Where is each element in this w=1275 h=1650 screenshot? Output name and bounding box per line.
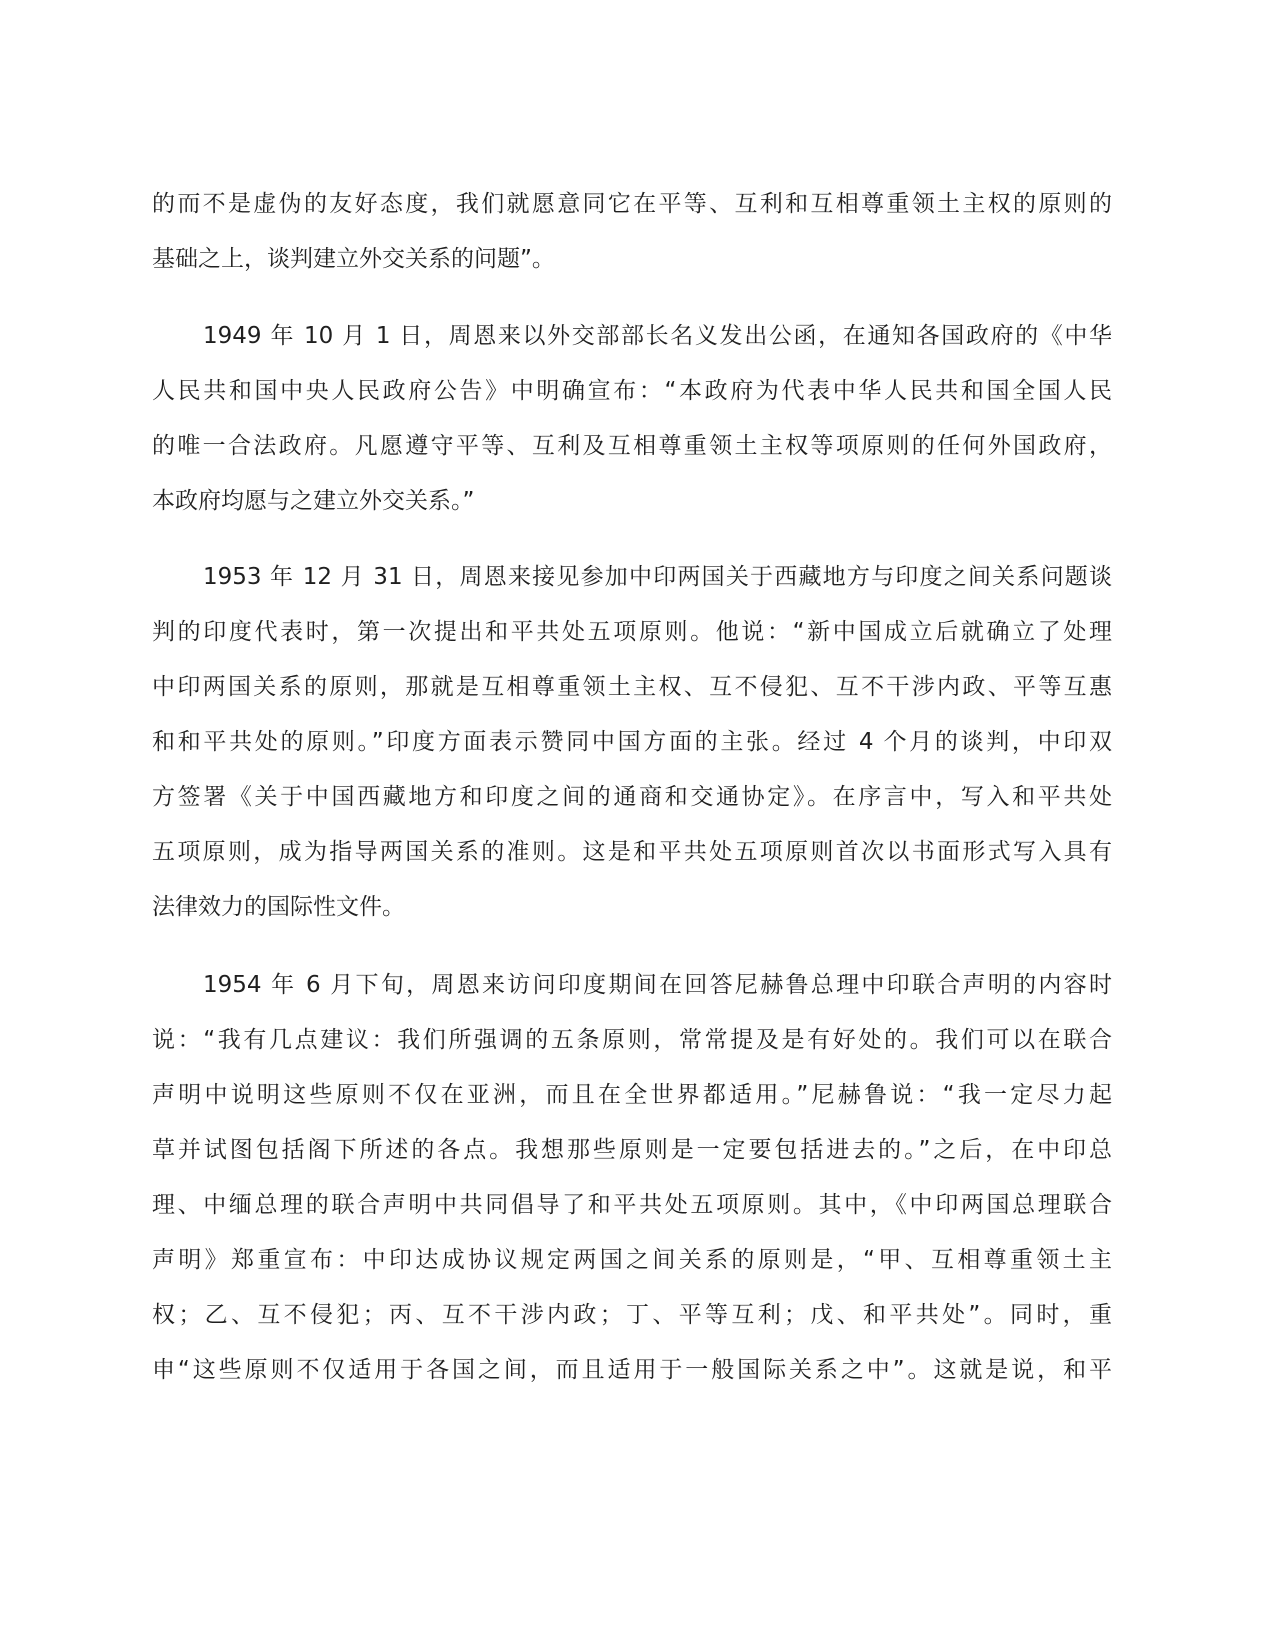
paragraph-line: 判的印度代表时，第一次提出和平共处五项原则。他说：“新中国成立后就确立了处理 [152, 619, 1112, 645]
paragraph-line: 法律效力的国际性文件。 [152, 894, 405, 920]
paragraph-line: 的而不是虚伪的友好态度，我们就愿意同它在平等、互利和互相尊重领土主权的原则的 [152, 191, 1112, 217]
paragraph-line: 五项原则，成为指导两国关系的准则。这是和平共处五项原则首次以书面形式写入具有 [152, 839, 1112, 865]
paragraph-line: 权；乙、互不侵犯；丙、互不干涉内政；丁、平等互利；戊、和平共处”。同时，重 [152, 1302, 1112, 1328]
paragraph-line: 草并试图包括阁下所述的各点。我想那些原则是一定要包括进去的。”之后，在中印总 [152, 1137, 1112, 1163]
paragraph-line: 说：“我有几点建议：我们所强调的五条原则，常常提及是有好处的。我们可以在联合 [152, 1027, 1112, 1053]
paragraph-line: 基础之上，谈判建立外交关系的问题”。 [152, 246, 555, 272]
paragraph-line: 的唯一合法政府。凡愿遵守平等、互利及互相尊重领土主权等项原则的任何外国政府， [152, 433, 1112, 459]
paragraph-line: 1949 年 10 月 1 日，周恩来以外交部部长名义发出公函，在通知各国政府的《中华 [203, 323, 1112, 349]
paragraph-line: 中印两国关系的原则，那就是互相尊重领土主权、互不侵犯、互不干涉内政、平等互惠 [152, 674, 1112, 700]
paragraph-line: 方签署《关于中国西藏地方和印度之间的通商和交通协定》。在序言中，写入和平共处 [152, 784, 1112, 810]
paragraph-line: 人民共和国中央人民政府公告》中明确宣布：“本政府为代表中华人民共和国全国人民 [152, 378, 1112, 404]
paragraph-line: 1954 年 6 月下旬，周恩来访问印度期间在回答尼赫鲁总理中印联合声明的内容时 [203, 972, 1112, 998]
paragraph-line: 声明》郑重宣布：中印达成协议规定两国之间关系的原则是，“甲、互相尊重领土主 [152, 1247, 1112, 1273]
paragraph-line: 和和平共处的原则。”印度方面表示赞同中国方面的主张。经过 4 个月的谈判，中印双 [152, 729, 1112, 755]
paragraph-line: 本政府均愿与之建立外交关系。” [152, 488, 475, 514]
paragraph-line: 理、中缅总理的联合声明中共同倡导了和平共处五项原则。其中，《中印两国总理联合 [152, 1192, 1112, 1218]
paragraph-line: 申“这些原则不仅适用于各国之间，而且适用于一般国际关系之中”。这就是说，和平 [152, 1357, 1112, 1383]
paragraph-line: 声明中说明这些原则不仅在亚洲，而且在全世界都适用。”尼赫鲁说：“我一定尽力起 [152, 1082, 1112, 1108]
paragraph-line: 1953 年 12 月 31 日，周恩来接见参加中印两国关于西藏地方与印度之间关系问题谈 [203, 564, 1112, 590]
